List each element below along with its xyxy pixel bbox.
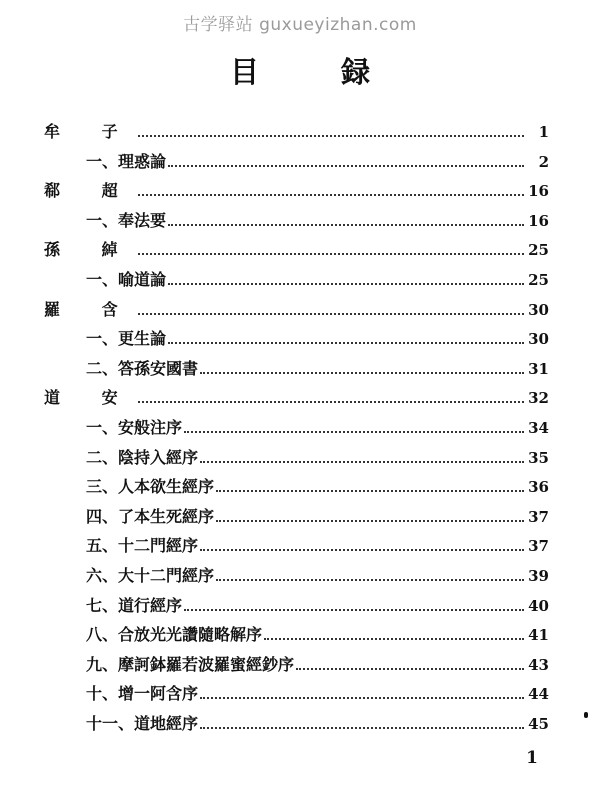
- toc-entry-title: 一、喻道論: [86, 270, 167, 289]
- page-title: 目 録: [229, 55, 407, 89]
- toc-entry-title: 一、更生論: [86, 329, 167, 349]
- toc-entry-title: 一、理惑論: [86, 151, 167, 171]
- dot-leader: [138, 401, 524, 403]
- toc-entry: [86, 351, 549, 379]
- toc-entry-title: 三、人本欲生經序: [86, 477, 215, 497]
- toc-entry: [86, 321, 549, 349]
- toc-entry-page: 41: [528, 626, 549, 645]
- toc-entry-page: 1: [538, 123, 549, 141]
- toc-entry-page: 39: [528, 567, 549, 585]
- toc-entry-page: 37: [528, 507, 549, 526]
- toc-entry-title: 孫 綽: [44, 240, 136, 260]
- dot-leader: [216, 520, 524, 522]
- dot-leader: [138, 135, 524, 137]
- dot-leader: [200, 461, 524, 463]
- toc-entry: [86, 499, 549, 527]
- toc-entry-page: 36: [528, 478, 549, 497]
- dot-leader: [168, 283, 524, 285]
- toc-entry: [44, 173, 549, 201]
- dot-leader: [200, 727, 524, 729]
- toc-entry-title: 九、摩訶鉢羅若波羅蜜經鈔序: [86, 654, 295, 674]
- toc-entry-page: 30: [528, 330, 549, 349]
- toc-entry-title: 五、十二門經序: [86, 536, 199, 556]
- toc-entry: [44, 232, 549, 260]
- toc-entry-page: 32: [528, 389, 549, 408]
- toc-entry: [44, 114, 549, 142]
- toc-entry-page: 44: [528, 685, 549, 704]
- toc-entry-title: 二、陰持入經序: [86, 447, 199, 467]
- dot-leader: [168, 165, 524, 167]
- toc-entry: [86, 410, 549, 438]
- toc-entry: [86, 440, 549, 468]
- toc-entry: [86, 528, 549, 556]
- toc-entry: [86, 144, 549, 172]
- dot-leader: [200, 697, 524, 699]
- toc-entry-title: 十一、道地經序: [86, 714, 199, 733]
- toc-entry-page: 25: [528, 241, 549, 260]
- dot-leader: [168, 224, 524, 226]
- dot-leader: [200, 372, 524, 374]
- scan-speck: [584, 712, 588, 718]
- toc-entry-title: 一、奉法要: [86, 210, 167, 230]
- toc-entry-page: 2: [538, 152, 549, 171]
- toc-entry-page: 35: [528, 448, 549, 467]
- dot-leader: [200, 549, 524, 551]
- toc-entry-title: 羅 含: [44, 299, 136, 319]
- toc-entry: [44, 292, 549, 320]
- dot-leader: [138, 194, 524, 196]
- toc-entry-title: 二、答孫安國書: [86, 358, 199, 378]
- toc-entry: [86, 469, 549, 497]
- dot-leader: [216, 490, 524, 492]
- toc-entry-title: 六、大十二門經序: [86, 566, 215, 585]
- dot-leader: [138, 253, 524, 255]
- dot-leader: [216, 579, 524, 581]
- toc-entry-page: 45: [528, 715, 549, 733]
- dot-leader: [296, 668, 524, 670]
- dot-leader: [138, 313, 524, 315]
- toc-entry: [86, 588, 549, 616]
- toc-entry-title: 牟 子: [44, 122, 136, 141]
- toc-entry-title: 郗 超: [44, 181, 136, 201]
- toc-entry-page: 30: [528, 300, 549, 319]
- toc-entry-title: 八、合放光光讚隨略解序: [86, 625, 263, 645]
- dot-leader: [264, 638, 524, 640]
- toc-entry-title: 四、了本生死經序: [86, 506, 215, 526]
- dot-leader: [184, 609, 524, 611]
- toc-entry-title: 一、安般注序: [86, 418, 183, 437]
- page-number: 1: [526, 748, 538, 768]
- toc-entry-page: 40: [528, 596, 549, 615]
- toc-entry: [86, 262, 549, 290]
- toc-entry-page: 37: [528, 537, 549, 556]
- toc-entry-page: 16: [528, 211, 549, 230]
- toc-entry: [86, 558, 549, 586]
- dot-leader: [168, 342, 524, 344]
- toc-entry: [86, 647, 549, 675]
- toc-entry: [86, 203, 549, 231]
- toc-entry: [86, 617, 549, 645]
- watermark-text: 古学驿站 guxueyizhan.com: [183, 15, 417, 35]
- toc-entry-page: 31: [528, 359, 549, 378]
- toc-entry-title: 道 安: [44, 388, 136, 408]
- toc-entry-page: 43: [528, 655, 549, 674]
- toc-entry: [86, 706, 549, 734]
- toc-entry-page: 25: [528, 271, 549, 289]
- toc-entry-title: 十、增一阿含序: [86, 684, 199, 704]
- dot-leader: [184, 431, 524, 433]
- toc-entry: [86, 676, 549, 704]
- toc-entry-page: 16: [528, 182, 549, 201]
- toc-entry-page: 34: [528, 419, 549, 437]
- toc-entry-title: 七、道行經序: [86, 595, 183, 615]
- toc-entry: [44, 380, 549, 408]
